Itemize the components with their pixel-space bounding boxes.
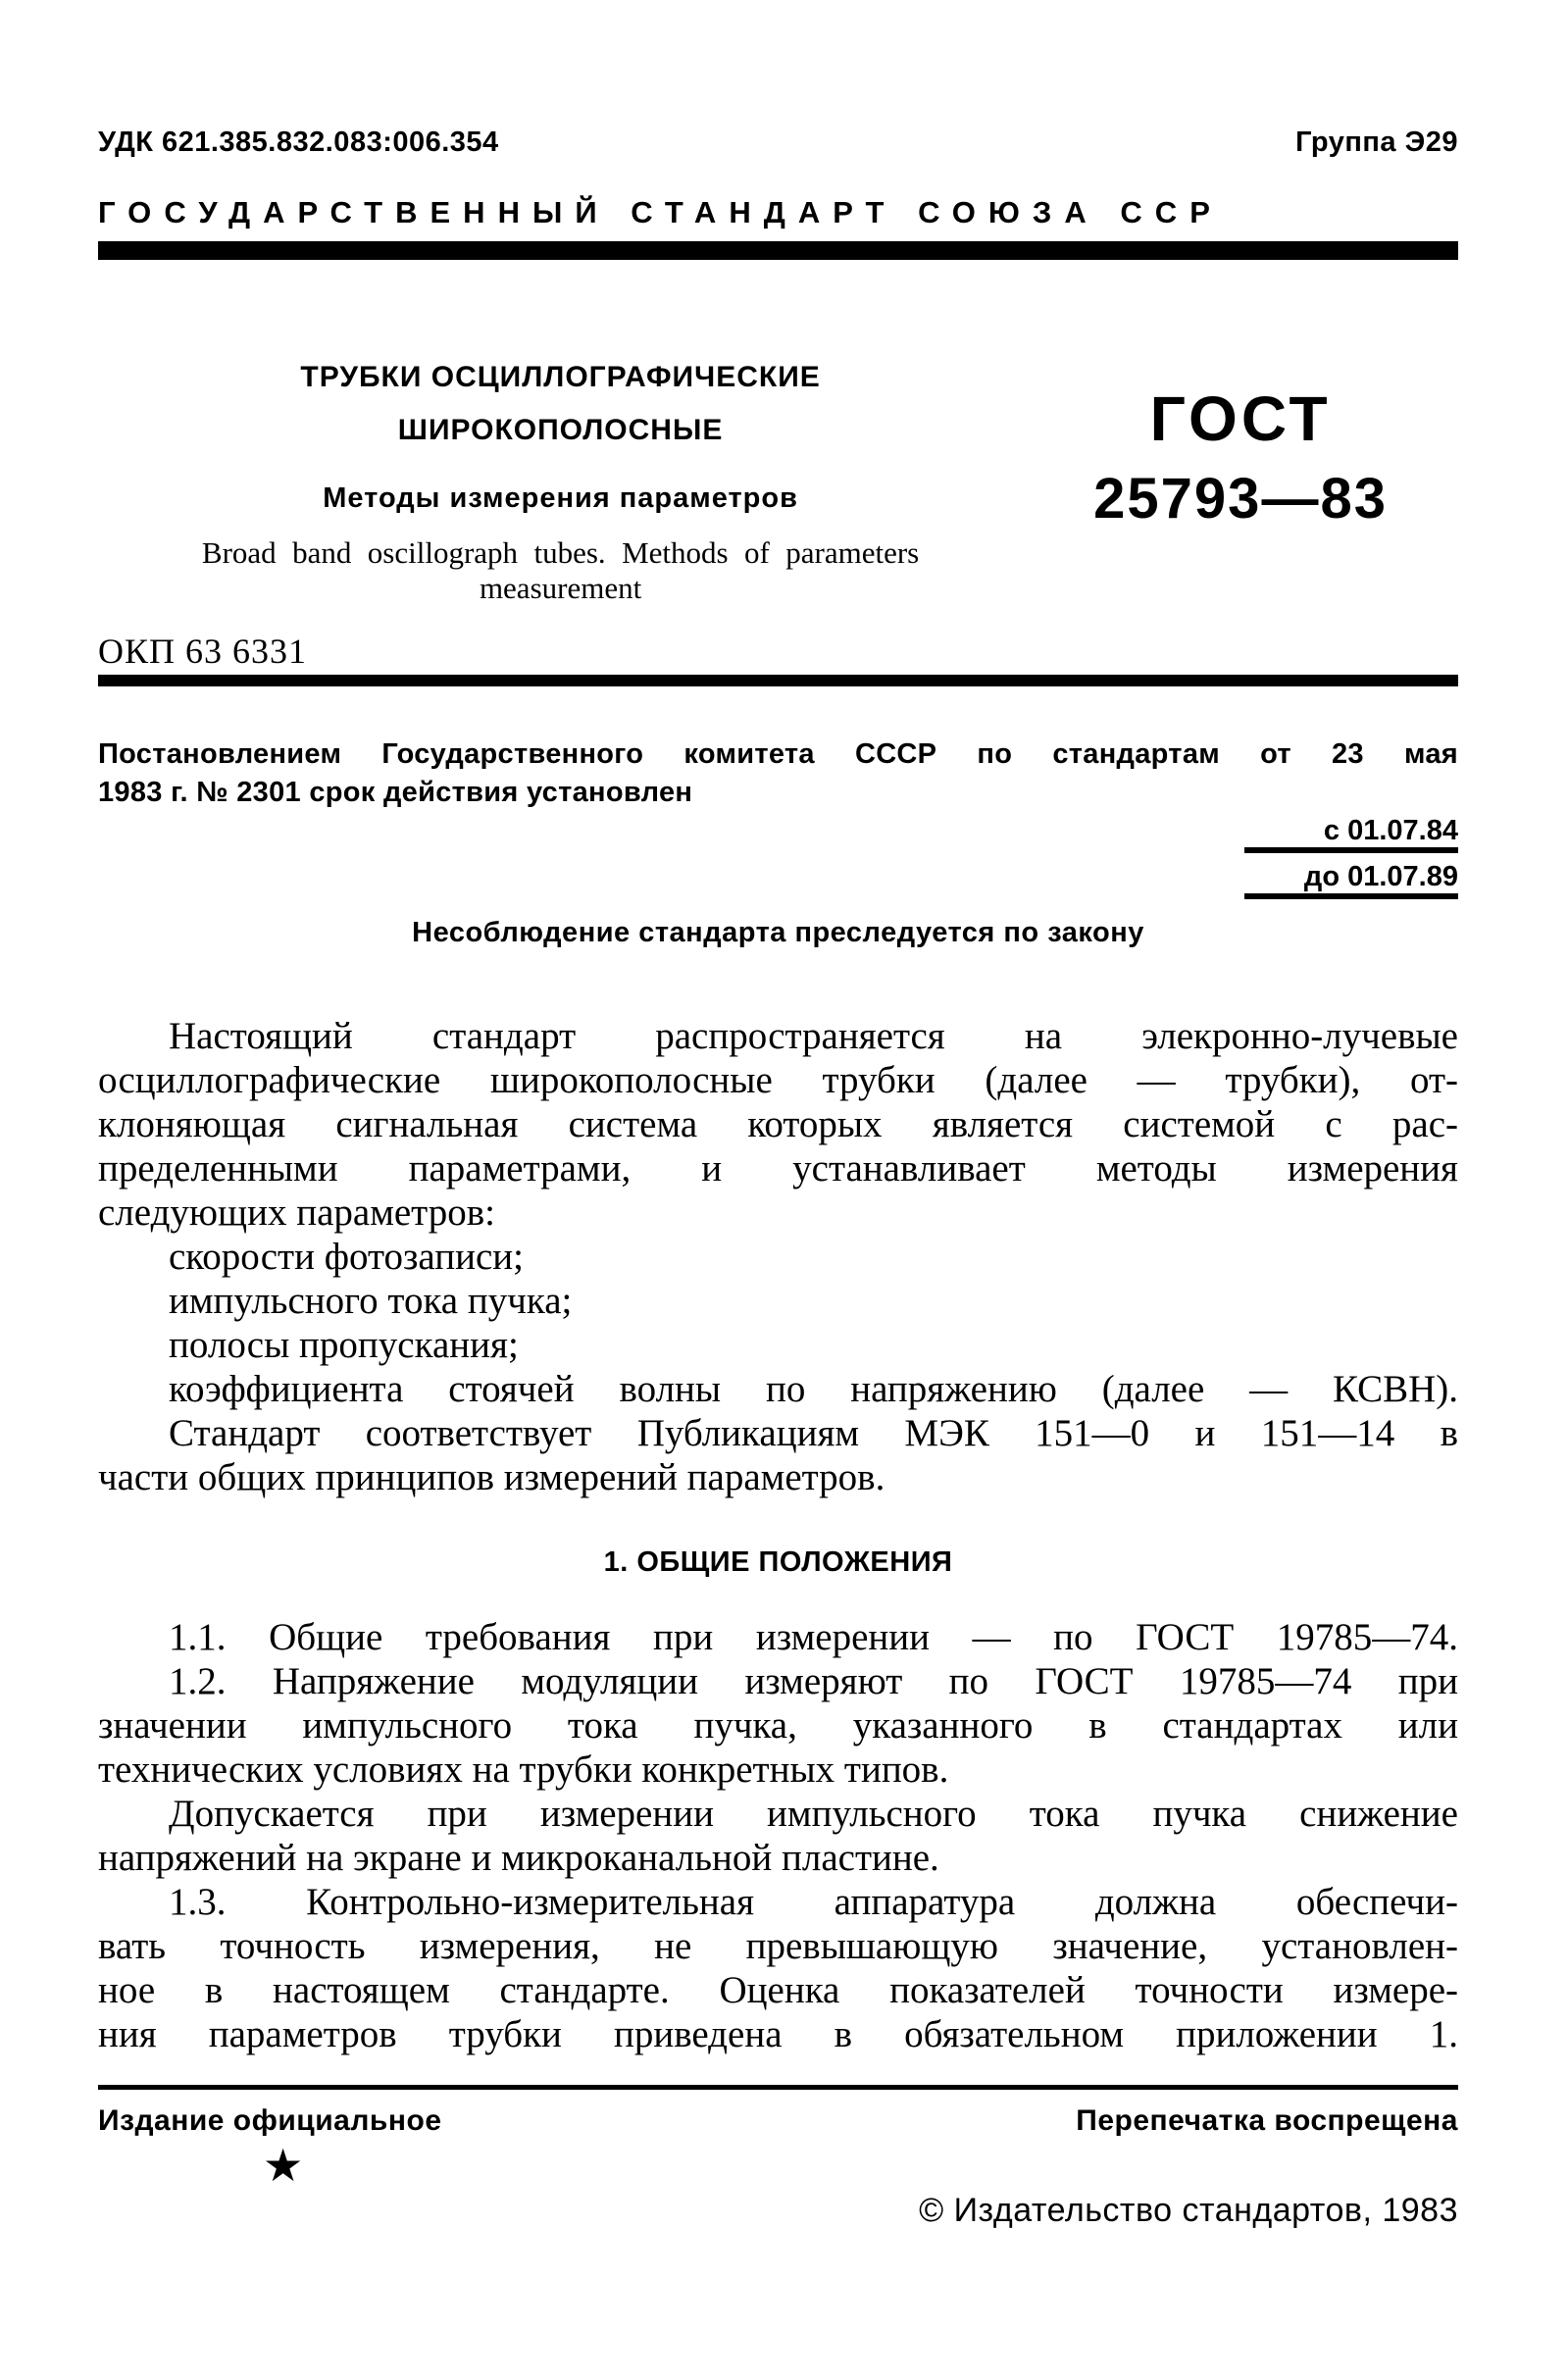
title-line-1: ТРУБКИ ОСЦИЛЛОГРАФИЧЕСКИЕ bbox=[300, 361, 821, 393]
body-line: пределенными параметрами, и устанавливает методы измерения bbox=[98, 1147, 1458, 1190]
gost-number: 25793—83 bbox=[1093, 467, 1388, 531]
title-english-line-2: measurement bbox=[479, 571, 642, 605]
okp-rule bbox=[98, 675, 1458, 686]
body-line: 1.2. Напряжение модуляции измеряют по ГОСТ 19785—74 при bbox=[169, 1660, 1458, 1702]
title-english-line-1: Broad band oscillograph tubes. Methods of parameters bbox=[201, 535, 920, 570]
body-line: клоняющая сигнальная система которых является системой с рас- bbox=[98, 1103, 1458, 1145]
banner-rule bbox=[98, 241, 1458, 260]
body-line: Допускается при измерении импульсного тока пучка снижение bbox=[169, 1793, 1458, 1835]
law-notice: Несоблюдение стандарта преследуется по закону bbox=[412, 917, 1144, 948]
decree-line-1: Постановлением Государственного комитета СССР по стандартам от 23 мая bbox=[98, 738, 1458, 770]
date-to: до 01.07.89 bbox=[1244, 862, 1458, 899]
section-1-heading: 1. ОБЩИЕ ПОЛОЖЕНИЯ bbox=[603, 1546, 953, 1578]
body-line: ния параметров трубки приведена в обязательном приложении 1. bbox=[98, 2013, 1458, 2055]
body-line: полосы пропускания; bbox=[169, 1324, 519, 1366]
body-line: коэффициента стоячей волны по напряжению (далее — КСВН). bbox=[169, 1368, 1458, 1410]
validity-dates bbox=[98, 812, 1458, 899]
title-block bbox=[98, 361, 1458, 606]
title-left-column bbox=[98, 361, 1023, 606]
star-icon: ★ bbox=[263, 2141, 304, 2191]
group-code: Группа Э29 bbox=[1295, 127, 1458, 158]
intro-paragraphs bbox=[98, 1014, 1458, 1499]
body-line: части общих принципов измерений параметров. bbox=[98, 1456, 885, 1498]
body-line: 1.3. Контрольно-измерительная аппаратура должна обеспечи- bbox=[169, 1881, 1458, 1923]
reprint-forbidden-label: Перепечатка воспрещена bbox=[1076, 2104, 1458, 2137]
gost-number-block bbox=[1023, 361, 1458, 606]
state-standard-banner: ГОСУДАРСТВЕННЫЙ СТАНДАРТ СОЮЗА ССР bbox=[98, 195, 1223, 229]
body-line: скорости фотозаписи; bbox=[169, 1236, 524, 1278]
body-line: напряжений на экране и микроканальной пластине. bbox=[98, 1837, 939, 1879]
body-line: импульсного тока пучка; bbox=[169, 1280, 573, 1322]
title-line-2: ШИРОКОПОЛОСНЫЕ bbox=[397, 414, 724, 446]
body-line: следующих параметров: bbox=[98, 1191, 495, 1234]
decree-line-2: 1983 г. № 2301 срок действия установлен bbox=[98, 777, 693, 808]
official-edition-label: Издание официальное bbox=[98, 2104, 442, 2137]
footer-rule bbox=[98, 2085, 1458, 2093]
title-subtitle: Методы измерения параметров bbox=[323, 482, 798, 514]
body-line: ное в настоящем стандарте. Оценка показателей точности измере- bbox=[98, 1969, 1458, 2011]
decree-paragraph bbox=[98, 735, 1458, 812]
section-1-paragraphs bbox=[98, 1615, 1458, 2056]
body-line: вать точность измерения, не превышающую значение, установлен- bbox=[98, 1925, 1458, 1967]
okp-code: ОКП 63 6331 bbox=[98, 632, 308, 671]
udk-code: УДК 621.385.832.083:006.354 bbox=[98, 127, 499, 158]
body-line: Настоящий стандарт распространяется на элекронно-лучевые bbox=[169, 1015, 1458, 1057]
body-line: 1.1. Общие требования при измерении — по ГОСТ 19785—74. bbox=[169, 1616, 1458, 1658]
copyright-line: © Издательство стандартов, 1983 bbox=[919, 2192, 1458, 2229]
footer-row bbox=[98, 2105, 1458, 2137]
classification-row bbox=[98, 126, 1458, 159]
body-line: осциллографические широкополосные трубки (далее — трубки), от- bbox=[98, 1059, 1458, 1101]
gost-word: ГОСТ bbox=[1149, 383, 1332, 454]
date-from: с 01.07.84 bbox=[1244, 816, 1458, 853]
body-line: технических условиях на трубки конкретных типов. bbox=[98, 1748, 949, 1791]
body-line: значении импульсного тока пучка, указанного в стандартах или bbox=[98, 1704, 1458, 1747]
body-line: Стандарт соответствует Публикациям МЭК 151—0 и 151—14 в bbox=[169, 1412, 1458, 1454]
